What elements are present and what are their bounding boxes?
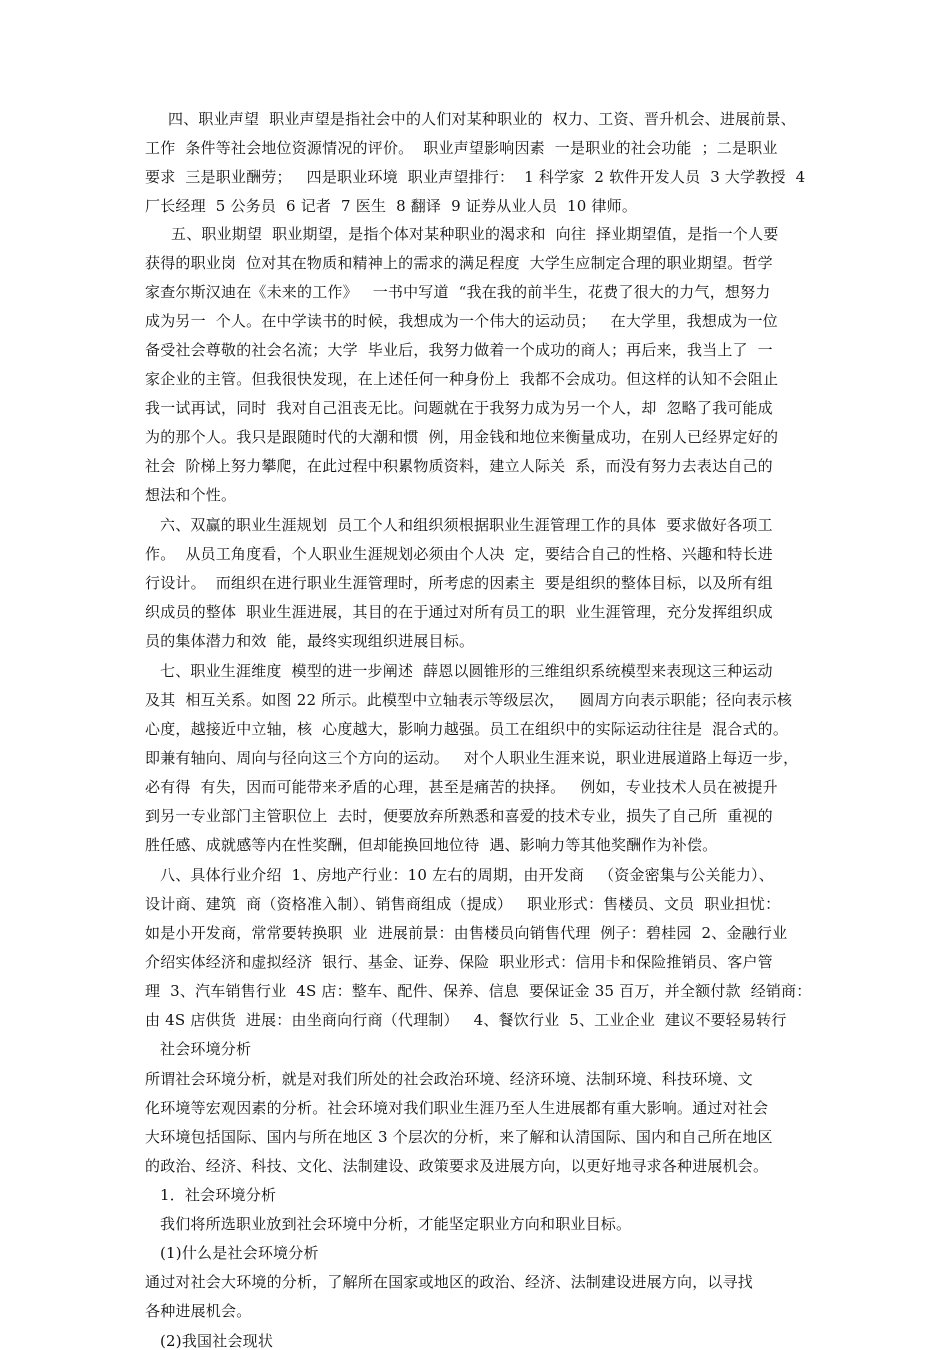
text-line: 必有得 有失，因而可能带来矛盾的心理，甚至是痛苦的抉择。 例如，专业技术人员在被提升 (145, 778, 778, 796)
text-line: 家企业的主管。但我很快发现，在上述任何一种身份上 我都不会成功。但这样的认知不会阻止 (145, 370, 779, 388)
text-line: 家查尔斯汉迪在《未来的工作》 一书中写道 “我在我的前半生，花费了很大的力气，想努力 (145, 283, 771, 301)
text-line: 社会 阶梯上努力攀爬，在此过程中积累物质资料，建立人际关 系，而没有努力去表达自己的 (145, 457, 773, 475)
text-line: 要求 三是职业酬劳； 四是职业环境 职业声望排行： 1 科学家 2 软件开发人员 3 大学教授 4 (145, 168, 806, 186)
text-line: 介绍实体经济和虚拟经济 银行、基金、证券、保险 职业形式：信用卡和保险推销员、客户管 (145, 953, 773, 971)
text-line: 八、具体行业介绍 1、房地产行业：10 左右的周期，由开发商 （资金密集与公关能力）、 (160, 866, 774, 884)
text-line: 由 4S 店供货 进展：由坐商向行商（代理制） 4、餐饮行业 5、工业企业 建议不要轻易转行 (145, 1011, 787, 1029)
text-line: 四、职业声望 职业声望是指社会中的人们对某种职业的 权力、工资、晋升机会、进展前景、 (168, 110, 796, 128)
text-line: 到另一专业部门主管职位上 去时，便要放弃所熟悉和喜爱的技术专业，损失了自己所 重视的 (145, 807, 773, 825)
text-line: 心度，越接近中立轴，核 心度越大，影响力越强。员工在组织中的实际运动往往是 混合式的。 (145, 720, 789, 738)
text-line: (1)什么是社会环境分析 (160, 1244, 319, 1262)
text-line: 理 3、汽车销售行业 4S 店：整车、配件、保养、信息 要保证金 35 百万，并全额付款 经销商： (145, 982, 812, 1000)
text-line: 厂长经理 5 公务员 6 记者 7 医生 8 翻译 9 证券从业人员 10 律师。 (145, 197, 638, 215)
text-line: 所谓社会环境分析，就是对我们所处的社会政治环境、经济环境、法制环境、科技环境、文 (145, 1070, 754, 1088)
text-line: 化环境等宏观因素的分析。社会环境对我们职业生涯乃至人生进展都有重大影响。通过对社会 (145, 1099, 769, 1117)
text-line: 六、双赢的职业生涯规划 员工个人和组织须根据职业生涯管理工作的具体 要求做好各项工 (160, 516, 773, 534)
text-line: 的政治、经济、科技、文化、法制建设、政策要求及进展方向，以更好地寻求各种进展机会。 (145, 1157, 769, 1175)
text-line: 即兼有轴向、周向与径向这三个方向的运动。 对个人职业生涯来说，职业进展道路上每迈一步， (145, 749, 799, 767)
text-line: 大环境包括国际、国内与所在地区 3 个层次的分析，来了解和认清国际、国内和自己所在地区 (145, 1128, 773, 1146)
text-line: 设计商、建筑 商（资格准入制）、销售商组成（提成） 职业形式：售楼员、文员 职业担忧： (145, 895, 781, 913)
text-line: 胜任感、成就感等内在性奖酬，但却能换回地位待 遇、影响力等其他奖酬作为补偿。 (145, 836, 718, 854)
text-line: 通过对社会大环境的分析，了解所在国家或地区的政治、经济、法制建设进展方向，以寻找 (145, 1273, 754, 1291)
text-line: 工作 条件等社会地位资源情况的评价。 职业声望影响因素 一是职业的社会功能 ；二是职业 (145, 139, 778, 157)
text-line: 备受社会尊敬的社会名流；大学 毕业后，我努力做着一个成功的商人；再后来，我当上了 一 (145, 341, 773, 359)
text-line: 七、职业生涯维度 模型的进一步阐述 薛恩以圆锥形的三维组织系统模型来表现这三种运动 (160, 662, 773, 680)
text-line: 作。 从员工角度看，个人职业生涯规划必须由个人决 定，要结合自己的性格、兴趣和特长进 (145, 545, 773, 563)
text-line: 各种进展机会。 (145, 1302, 252, 1320)
text-line: 成为另一 个人。在中学读书的时候，我想成为一个伟大的运动员； 在大学里，我想成为一位 (145, 312, 778, 330)
text-line: 想法和个性。 (145, 486, 237, 504)
text-line: 行设计。 而组织在进行职业生涯管理时，所考虑的因素主 要是组织的整体目标，以及所有组 (145, 574, 773, 592)
text-line: 为的那个人。我只是跟随时代的大潮和惯 例，用金钱和地位来衡量成功，在别人已经界定好的 (145, 428, 779, 446)
text-line: 五、职业期望 职业期望，是指个体对某种职业的渴求和 向往 择业期望值，是指一个人要 (171, 225, 779, 243)
text-line: 织成员的整体 职业生涯进展，其目的在于通过对所有员工的职 业生涯管理，充分发挥组织成 (145, 603, 773, 621)
text-line: 我一试再试，同时 我对自己沮丧无比。问题就在于我努力成为另一个人，却 忽略了我可能成 (145, 399, 773, 417)
text-line: 如是小开发商，常常要转换职 业 进展前景：由售楼员向销售代理 例子：碧桂园 2、金融行业 (145, 924, 788, 942)
text-line: 1．社会环境分析 (160, 1186, 277, 1204)
text-line: 获得的职业岗 位对其在物质和精神上的需求的满足程度 大学生应制定合理的职业期望。哲学 (145, 254, 773, 272)
text-line: 及其 相互关系。如图 22 所示。此模型中立轴表示等级层次， 圆周方向表示职能；径向表示核 (145, 691, 793, 709)
text-line: 社会环境分析 (160, 1040, 252, 1058)
text-line: 我们将所选职业放到社会环境中分析，才能坚定职业方向和职业目标。 (160, 1215, 632, 1233)
text-line: (2)我国社会现状 (160, 1332, 274, 1350)
text-line: 员的集体潜力和效 能，最终实现组织进展目标。 (145, 632, 475, 650)
